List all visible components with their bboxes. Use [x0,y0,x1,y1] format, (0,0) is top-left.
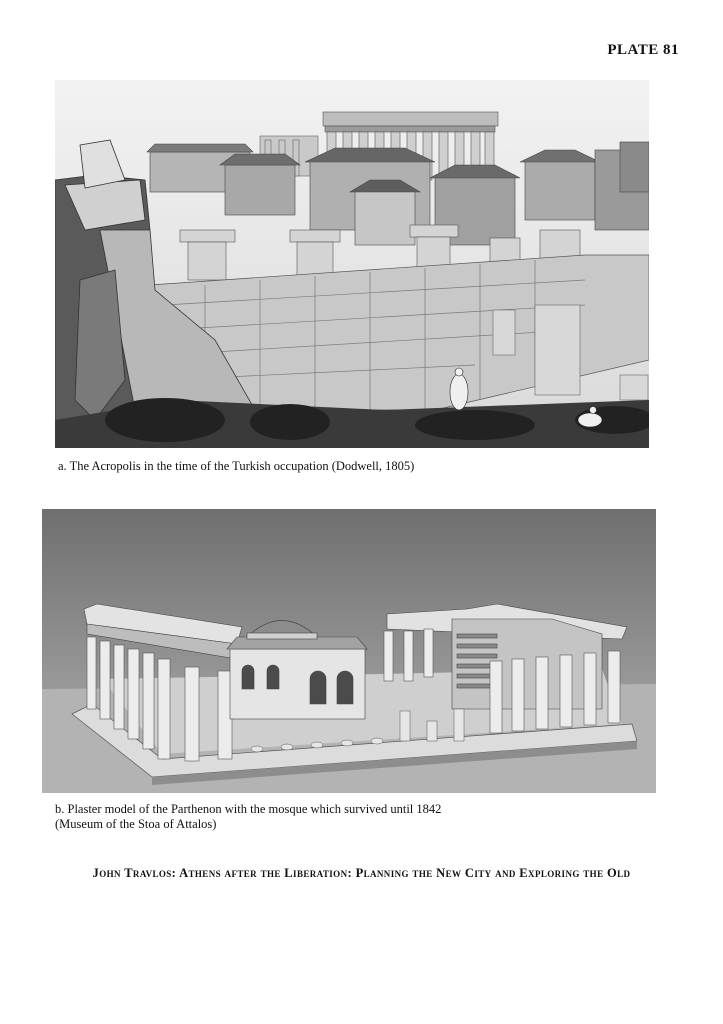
figure-b-plaster-model-photo [42,509,656,793]
figure-b-caption [55,802,441,832]
acropolis-engraving-image [55,80,649,448]
figure-a-acropolis-engraving [55,80,649,448]
book-title-footer: John Travlos: Athens after the Liberation: Planning the New City and Exploring the Old [92,866,631,880]
plaster-model-image [42,509,656,793]
figure-a-caption: a. The Acropolis in the time of the Turkish occupation (Dodwell, 1805) [58,459,415,473]
plate-number: PLATE 81 [607,42,679,58]
figure-b-caption-line-1: b. Plaster model of the Parthenon with the mosque which survived until 1842 [55,802,442,816]
figure-b-caption-line-2: (Museum of the Stoa of Attalos) [55,817,217,831]
